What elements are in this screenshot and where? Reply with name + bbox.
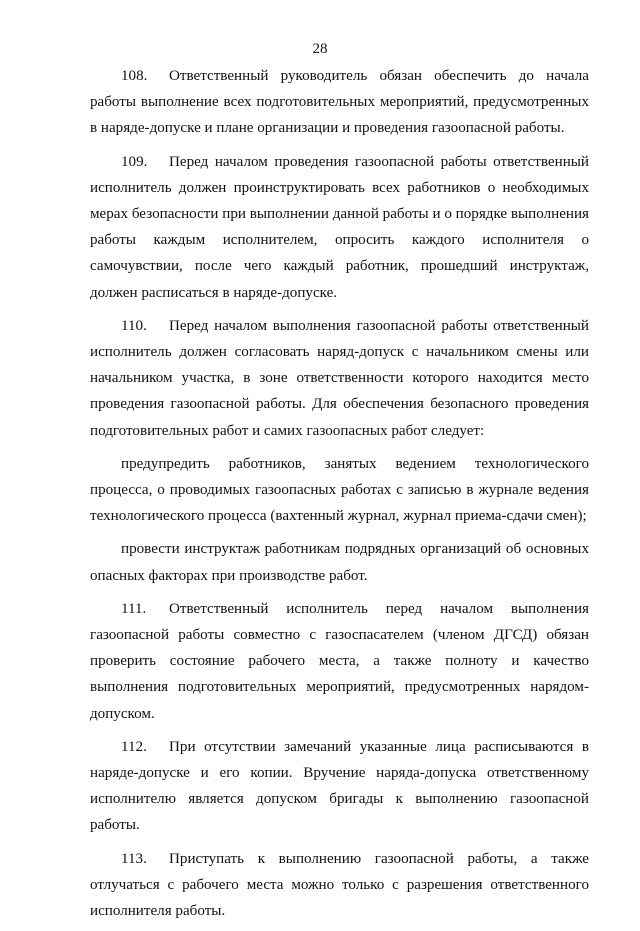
paragraph-number: 113.: [121, 850, 147, 867]
paragraph-110: [90, 313, 589, 444]
paragraph-112: [90, 734, 589, 839]
paragraph-text: Перед началом проведения газоопасной работы ответственный исполнитель должен проинструктировать всех работников о необходимых мерах безопасности при выполнении данной работы и о порядке выполнения работы каждым исполнителем, опросить каждого исполнителя о самочувствии, после чего каждый работник, прошедший инструктаж, должен расписаться в наряде-допуске.: [90, 153, 589, 301]
paragraph-text: провести инструктаж работникам подрядных организаций об основных опасных факторах при производстве работ.: [90, 541, 589, 584]
paragraph-113: [90, 846, 589, 925]
paragraph-110-item-1: [90, 451, 589, 530]
paragraph-text: предупредить работников, занятых ведением технологического процесса, о проводимых газоопасных работах с записью в журнале ведения технологического процесса (вахтенный журнал, журнал приема-сдачи смен);: [90, 455, 589, 525]
document-body: [90, 63, 589, 931]
paragraph-111: [90, 596, 589, 727]
paragraph-text: Ответственный исполнитель перед началом выполнения газоопасной работы совместно с газоспасателем (членом ДГСД) обязан проверить состояние рабочего места, а также полноту и качество выполнения подготовительных мероприятий, предусмотренных нарядом-допуском.: [90, 600, 589, 722]
paragraph-text: При отсутствии замечаний указанные лица расписываются в наряде-допуске и его копии. Вручение наряда-допуска ответственному исполнителю является допуском бригады к выполнению газоопасной работы.: [90, 738, 589, 834]
paragraph-number: 108.: [121, 68, 148, 84]
paragraph-108: [90, 63, 589, 142]
paragraph-110-item-2: [90, 536, 589, 588]
paragraph-number: 112.: [121, 738, 147, 755]
page-number: 28: [312, 41, 328, 57]
paragraph-109: [90, 149, 589, 306]
paragraph-text: Приступать к выполнению газоопасной работы, а также отлучаться с рабочего места можно только с разрешения ответственного исполнителя работы.: [90, 850, 589, 920]
paragraph-text: Перед началом выполнения газоопасной работы ответственный исполнитель должен согласовать наряд-допуск с начальником смены или начальником участка, в зоне ответственности которого находится место проведения газоопасной работы. Для обеспечения безопасного проведения подготовительных работ и самих газоопасных работ следует:: [90, 317, 589, 439]
paragraph-number: 110.: [121, 317, 147, 334]
paragraph-number: 109.: [121, 153, 148, 170]
paragraph-text: Ответственный руководитель обязан обеспечить до начала работы выполнение всех подготовительных мероприятий, предусмотренных в наряде-допуске и плане организации и проведения газоопасной работы.: [90, 68, 589, 137]
paragraph-number: 111.: [121, 600, 147, 617]
